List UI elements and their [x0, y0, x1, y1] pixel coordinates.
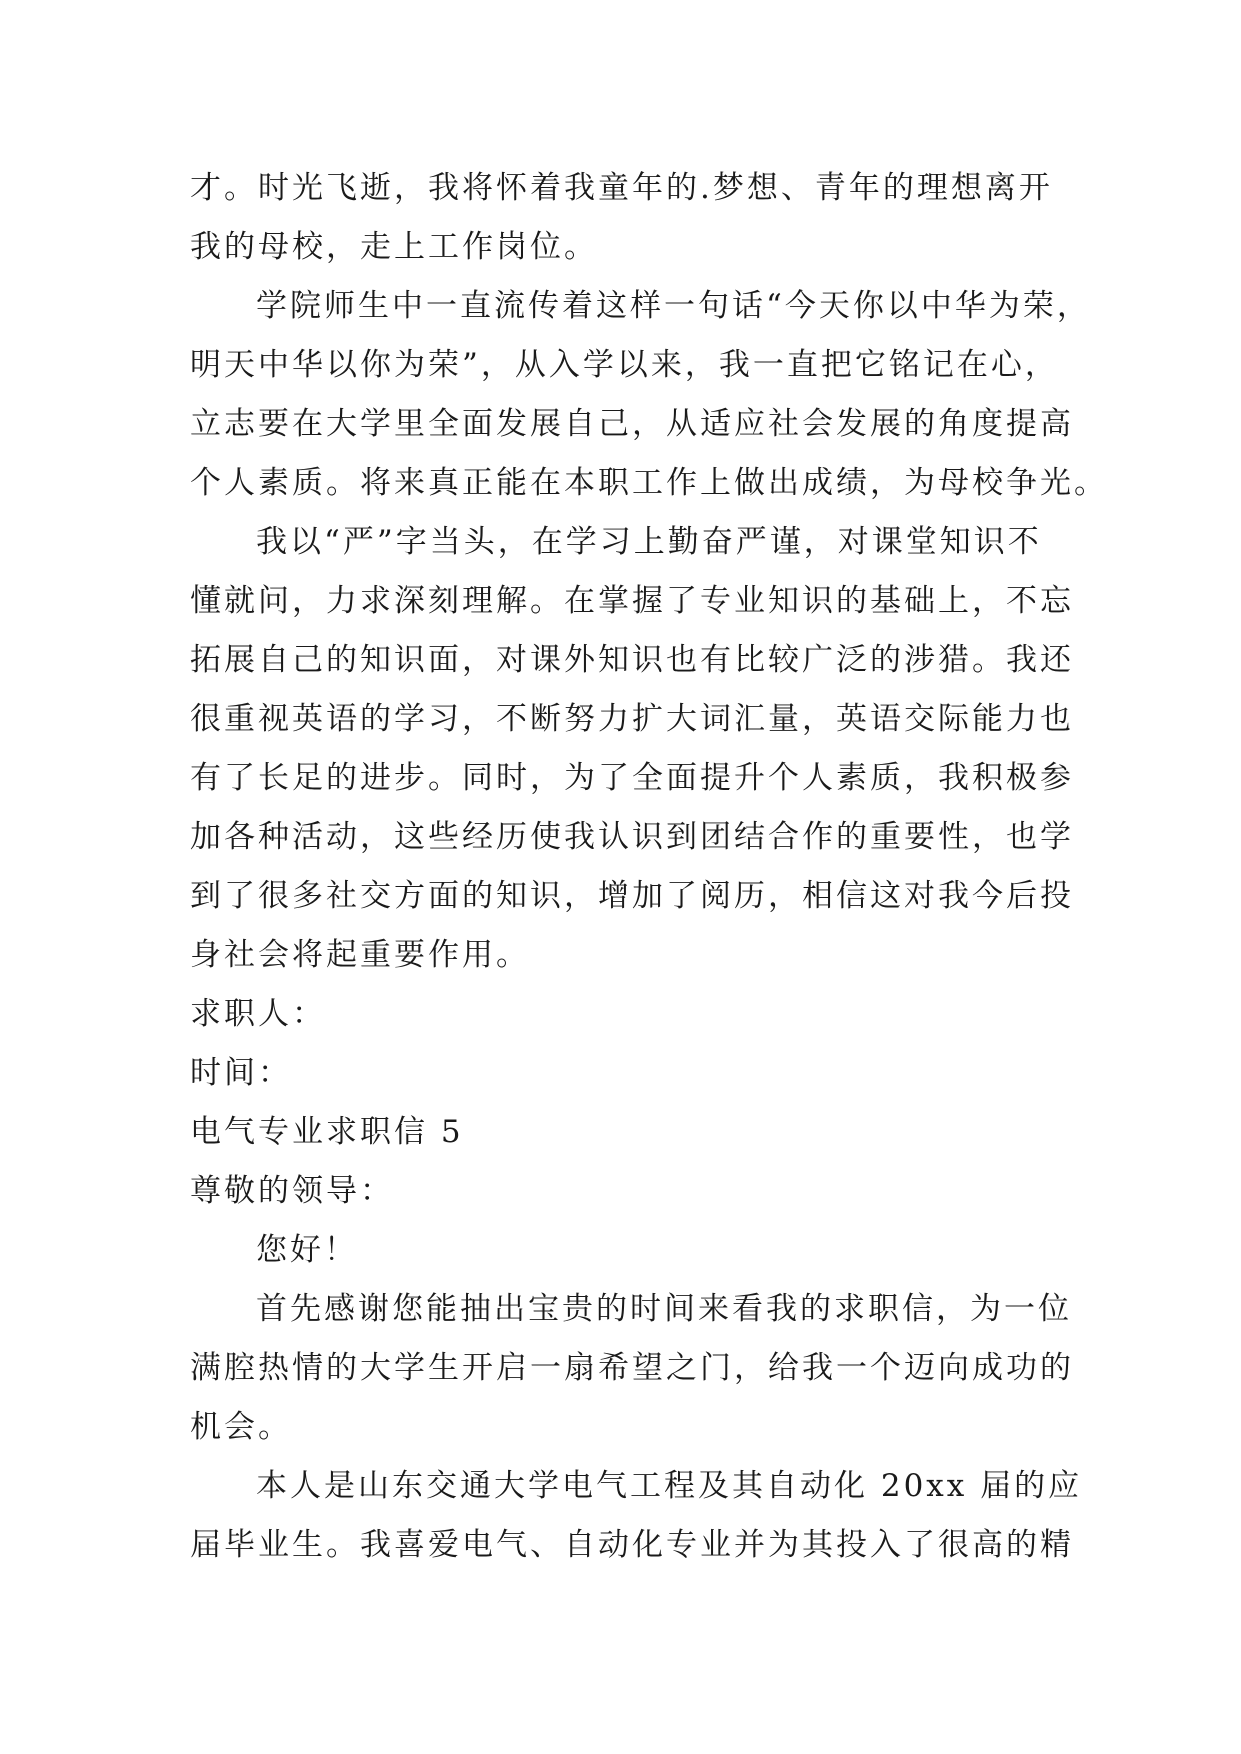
section-title: 电气专业求职信 5 [190, 1114, 464, 1150]
text-line: 拓展自己的知识面，对课外知识也有比较广泛的涉猎。我还 [190, 642, 1074, 678]
text-line: 立志要在大学里全面发展自己，从适应社会发展的角度提高 [190, 406, 1074, 442]
text-line: 加各种活动，这些经历使我认识到团结合作的重要性，也学 [190, 819, 1074, 855]
date-label: 时间： [190, 1055, 292, 1091]
text-line: 有了长足的进步。同时，为了全面提升个人素质，我积极参 [190, 760, 1074, 796]
text-line: 本人是山东交通大学电气工程及其自动化 20xx 届的应 [256, 1468, 1083, 1504]
text-line: 很重视英语的学习，不断努力扩大词汇量，英语交际能力也 [190, 701, 1074, 737]
signature-label: 求职人： [190, 996, 326, 1032]
text-line: 我的母校，走上工作岗位。 [190, 229, 598, 265]
text-line: 我以“严”字当头，在学习上勤奋严谨，对课堂知识不 [256, 524, 1042, 560]
text-line: 个人素质。将来真正能在本职工作上做出成绩，为母校争光。 [190, 465, 1108, 501]
text-line: 首先感谢您能抽出宝贵的时间来看我的求职信，为一位 [256, 1291, 1072, 1327]
text-line: 才。时光飞逝，我将怀着我童年的.梦想、青年的理想离开 [190, 170, 1053, 206]
text-line: 学院师生中一直流传着这样一句话“今天你以中华为荣， [256, 288, 1091, 324]
text-line: 懂就问，力求深刻理解。在掌握了专业知识的基础上，不忘 [190, 583, 1074, 619]
text-line: 满腔热情的大学生开启一扇希望之门，给我一个迈向成功的 [190, 1350, 1074, 1386]
salutation: 尊敬的领导： [190, 1173, 394, 1209]
text-line: 届毕业生。我喜爱电气、自动化专业并为其投入了很高的精 [190, 1527, 1074, 1563]
text-line: 机会。 [190, 1409, 292, 1445]
greeting: 您好！ [256, 1232, 358, 1268]
text-line: 明天中华以你为荣”，从入学以来，我一直把它铭记在心， [190, 347, 1059, 383]
text-line: 身社会将起重要作用。 [190, 937, 530, 973]
text-line: 到了很多社交方面的知识，增加了阅历，相信这对我今后投 [190, 878, 1074, 914]
